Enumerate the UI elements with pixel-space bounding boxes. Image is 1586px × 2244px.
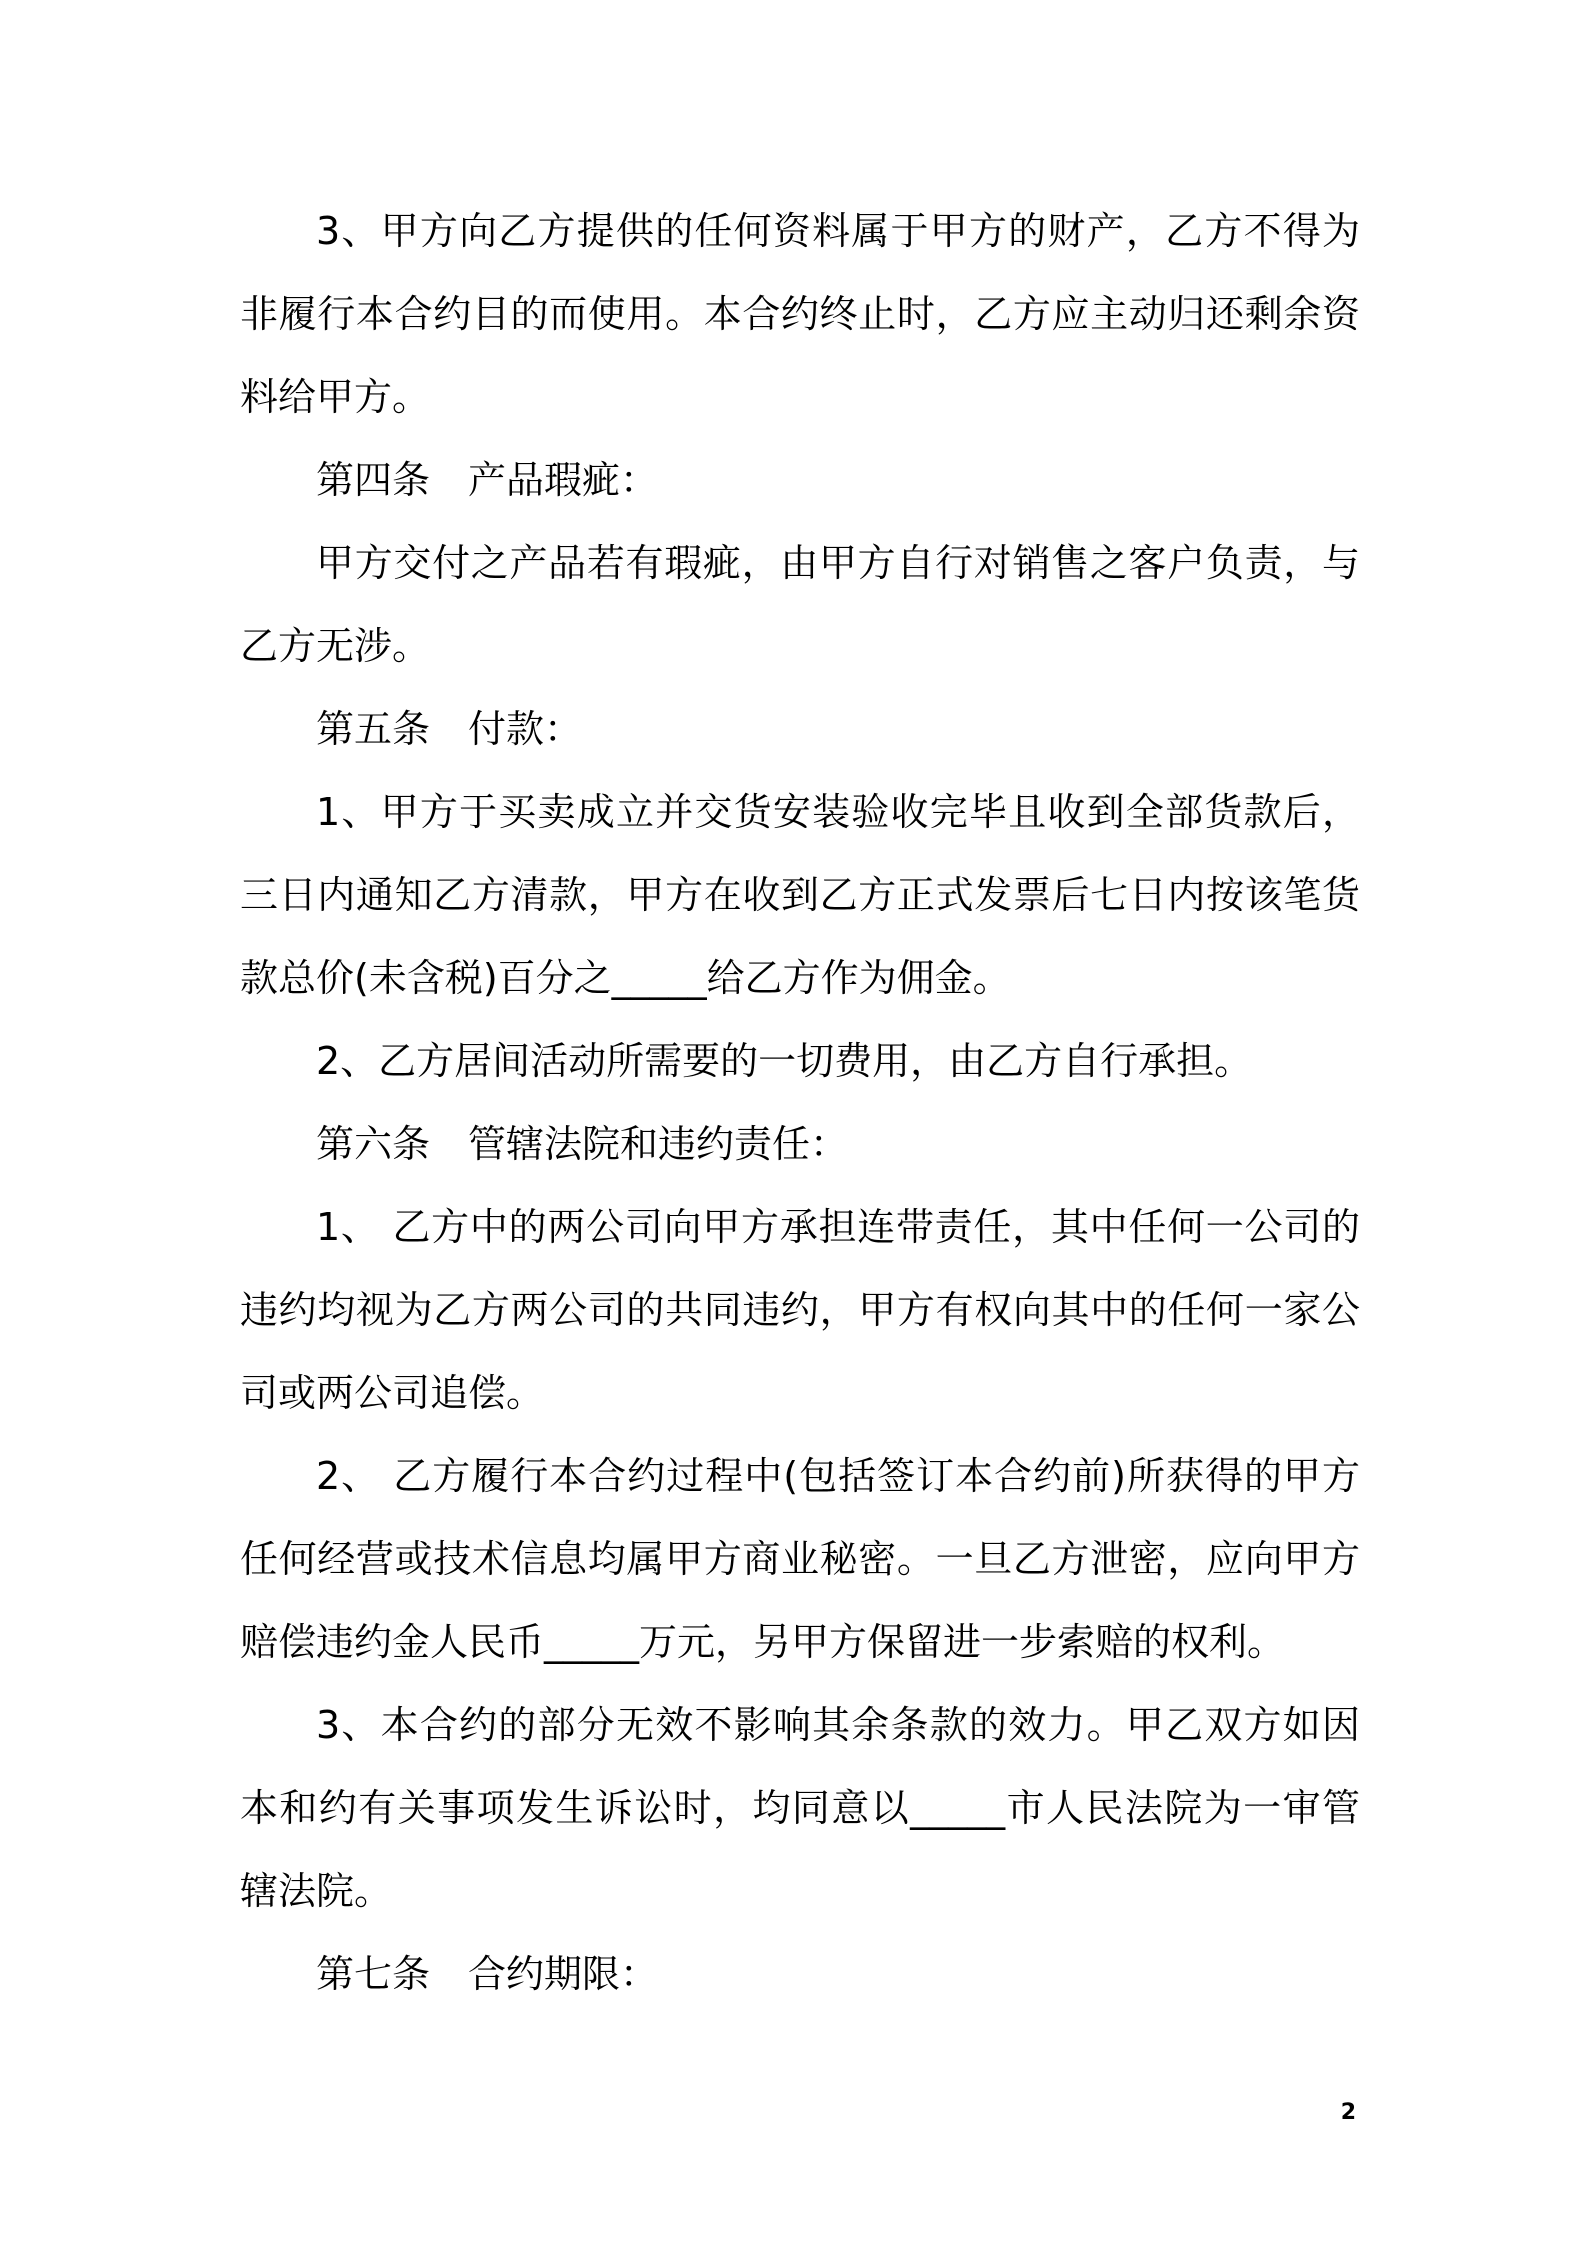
- document-body: [240, 190, 1360, 2016]
- paragraph-liability-clause-3: 3、本合约的部分无效不影响其余条款的效力。甲乙双方如因本和约有关事项发生诉讼时，均同意以_____市人民法院为一审管辖法院。: [240, 1703, 1360, 1913]
- heading-article-5: 第五条 付款：: [316, 707, 583, 751]
- paragraph-liability-clause-1: 1、 乙方中的两公司向甲方承担连带责任，其中任何一公司的违约均视为乙方两公司的共同违约，甲方有权向其中的任何一家公司或两公司追偿。: [240, 1205, 1360, 1415]
- paragraph-clause-3-materials: 3、甲方向乙方提供的任何资料属于甲方的财产，乙方不得为非履行本合约目的而使用。本合约终止时，乙方应主动归还剩余资料给甲方。: [240, 209, 1360, 419]
- heading-article-4: 第四条 产品瑕疵：: [316, 458, 659, 502]
- paragraph-payment-clause-1: 1、甲方于买卖成立并交货安装验收完毕且收到全部货款后，三日内通知乙方清款，甲方在收到乙方正式发票后七日内按该笔货款总价(未含税)百分之_____给乙方作为佣金。: [240, 790, 1360, 1000]
- heading-article-7: 第七条 合约期限：: [316, 1952, 659, 1996]
- heading-article-6: 第六条 管辖法院和违约责任：: [316, 1122, 849, 1166]
- page-number: 2: [1340, 2100, 1356, 2125]
- paragraph-product-defects: 甲方交付之产品若有瑕疵，由甲方自行对销售之客户负责，与乙方无涉。: [240, 541, 1360, 668]
- paragraph-liability-clause-2: 2、 乙方履行本合约过程中(包括签订本合约前)所获得的甲方任何经营或技术信息均属甲方商业秘密。一旦乙方泄密，应向甲方赔偿违约金人民币_____万元，另甲方保留进一步索赔的权利。: [240, 1454, 1360, 1664]
- paragraph-payment-clause-2: 2、乙方居间活动所需要的一切费用，由乙方自行承担。: [316, 1039, 1253, 1083]
